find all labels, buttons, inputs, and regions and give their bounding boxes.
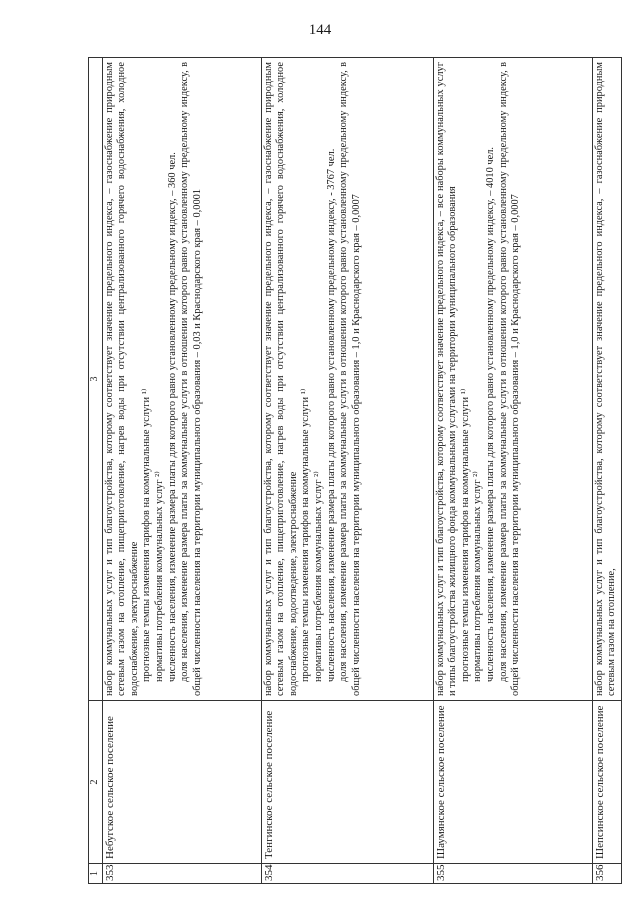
detail-line: прогнозные темпы изменения тарифов на коммунальные услуги ¹⁾ xyxy=(459,388,471,682)
settlement-name: Небугское сельское поселение xyxy=(102,701,261,864)
table-row xyxy=(433,58,592,884)
detail-line: нормативы потребления коммунальных услуг ²⁾ xyxy=(472,471,484,682)
settlement-name: Шепсинское сельское поселение xyxy=(592,701,621,864)
detail-line: численность населения, изменение размера платы для которого равно установленному предельному индексу, – 4010 чел. xyxy=(484,146,496,682)
detail-line: доля населения, изменение размера платы за коммунальные услуги в отношении которого равно установленному предельному индексу, в общей численности населения на территории муниципального образования – 1,0 и Краснодарского края – 0,0007 xyxy=(338,62,362,696)
row-details xyxy=(261,58,433,701)
row-number: 354 xyxy=(261,864,433,884)
detail-line: набор коммунальных услуг и тип благоустройства, которому соответствует значение предельного индекса, – газоснабжение природным сетевым газом на отопление, пищеприготовление, нагрев воды при отсутствии централизованного горячего водоснабжения, холодное водоснабжение, электроснабжение xyxy=(103,62,140,696)
header-col-3: 3 xyxy=(89,58,103,701)
detail-line: набор коммунальных услуг и тип благоустройства, которому соответствует значение предельного индекса, – газоснабжение природным сетевым газом на отопление, xyxy=(593,62,618,696)
table-wrapper xyxy=(88,58,618,884)
table-header-row xyxy=(89,58,103,884)
settlement-name: Тенгинское сельское поселение xyxy=(261,701,433,864)
table-row xyxy=(102,58,261,884)
detail-line: нормативы потребления коммунальных услуг ²⁾ xyxy=(153,471,165,682)
detail-line: численность населения, изменение размера платы для которого равно установленному предельному индексу, - 3767 чел. xyxy=(325,148,337,682)
table-row xyxy=(592,58,621,884)
row-details xyxy=(433,58,592,701)
table-row xyxy=(261,58,433,884)
detail-line: набор коммунальных услуг и тип благоустройства, которому соответствует значение предельного индекса, – газоснабжение природным сетевым газом на отопление, пищеприготовление, нагрев воды при отсутствии централизованного горячего водоснабжения, холодное водоснабжение, водоотведение, электроснабжение xyxy=(262,62,299,696)
row-details xyxy=(592,58,621,701)
header-col-2: 2 xyxy=(89,701,103,864)
row-number: 353 xyxy=(102,864,261,884)
row-details xyxy=(102,58,261,701)
detail-line: численность населения, изменение размера платы для которого равно установленному предельному индексу, – 360 чел. xyxy=(166,152,178,682)
detail-line: прогнозные темпы изменения тарифов на коммунальные услуги ¹⁾ xyxy=(300,388,312,682)
row-number: 356 xyxy=(592,864,621,884)
row-number: 355 xyxy=(433,864,592,884)
detail-line: доля населения, изменение размера платы за коммунальные услуги в отношении которого равно установленному предельному индексу, в общей численности населения на территории муниципального образования – 0,03 и Краснодарского края – 0,0001 xyxy=(179,62,203,696)
detail-line: нормативы потребления коммунальных услуг ²⁾ xyxy=(312,471,324,682)
detail-line: доля населения, изменение размера платы за коммунальные услуги в отношении которого равно установленному предельному индексу, в общей численности населения на территории муниципального образования – 1,0 и Краснодарского края – 0,0007 xyxy=(497,62,522,696)
tariff-table xyxy=(88,57,622,884)
detail-line: прогнозные темпы изменения тарифов на коммунальные услуги ¹⁾ xyxy=(141,388,153,682)
detail-line: набор коммунальных услуг и тип благоустройства, которому соответствует значение предельного индекса, – все наборы коммунальных услуг и типы благоустройства жилищного фонда коммунальными услугами на территории муниципального образования xyxy=(434,62,459,696)
page-number: 144 xyxy=(308,22,332,38)
header-col-1: 1 xyxy=(89,864,103,884)
settlement-name: Шаумянское сельское поселение xyxy=(433,701,592,864)
rotated-table-container xyxy=(88,58,618,884)
